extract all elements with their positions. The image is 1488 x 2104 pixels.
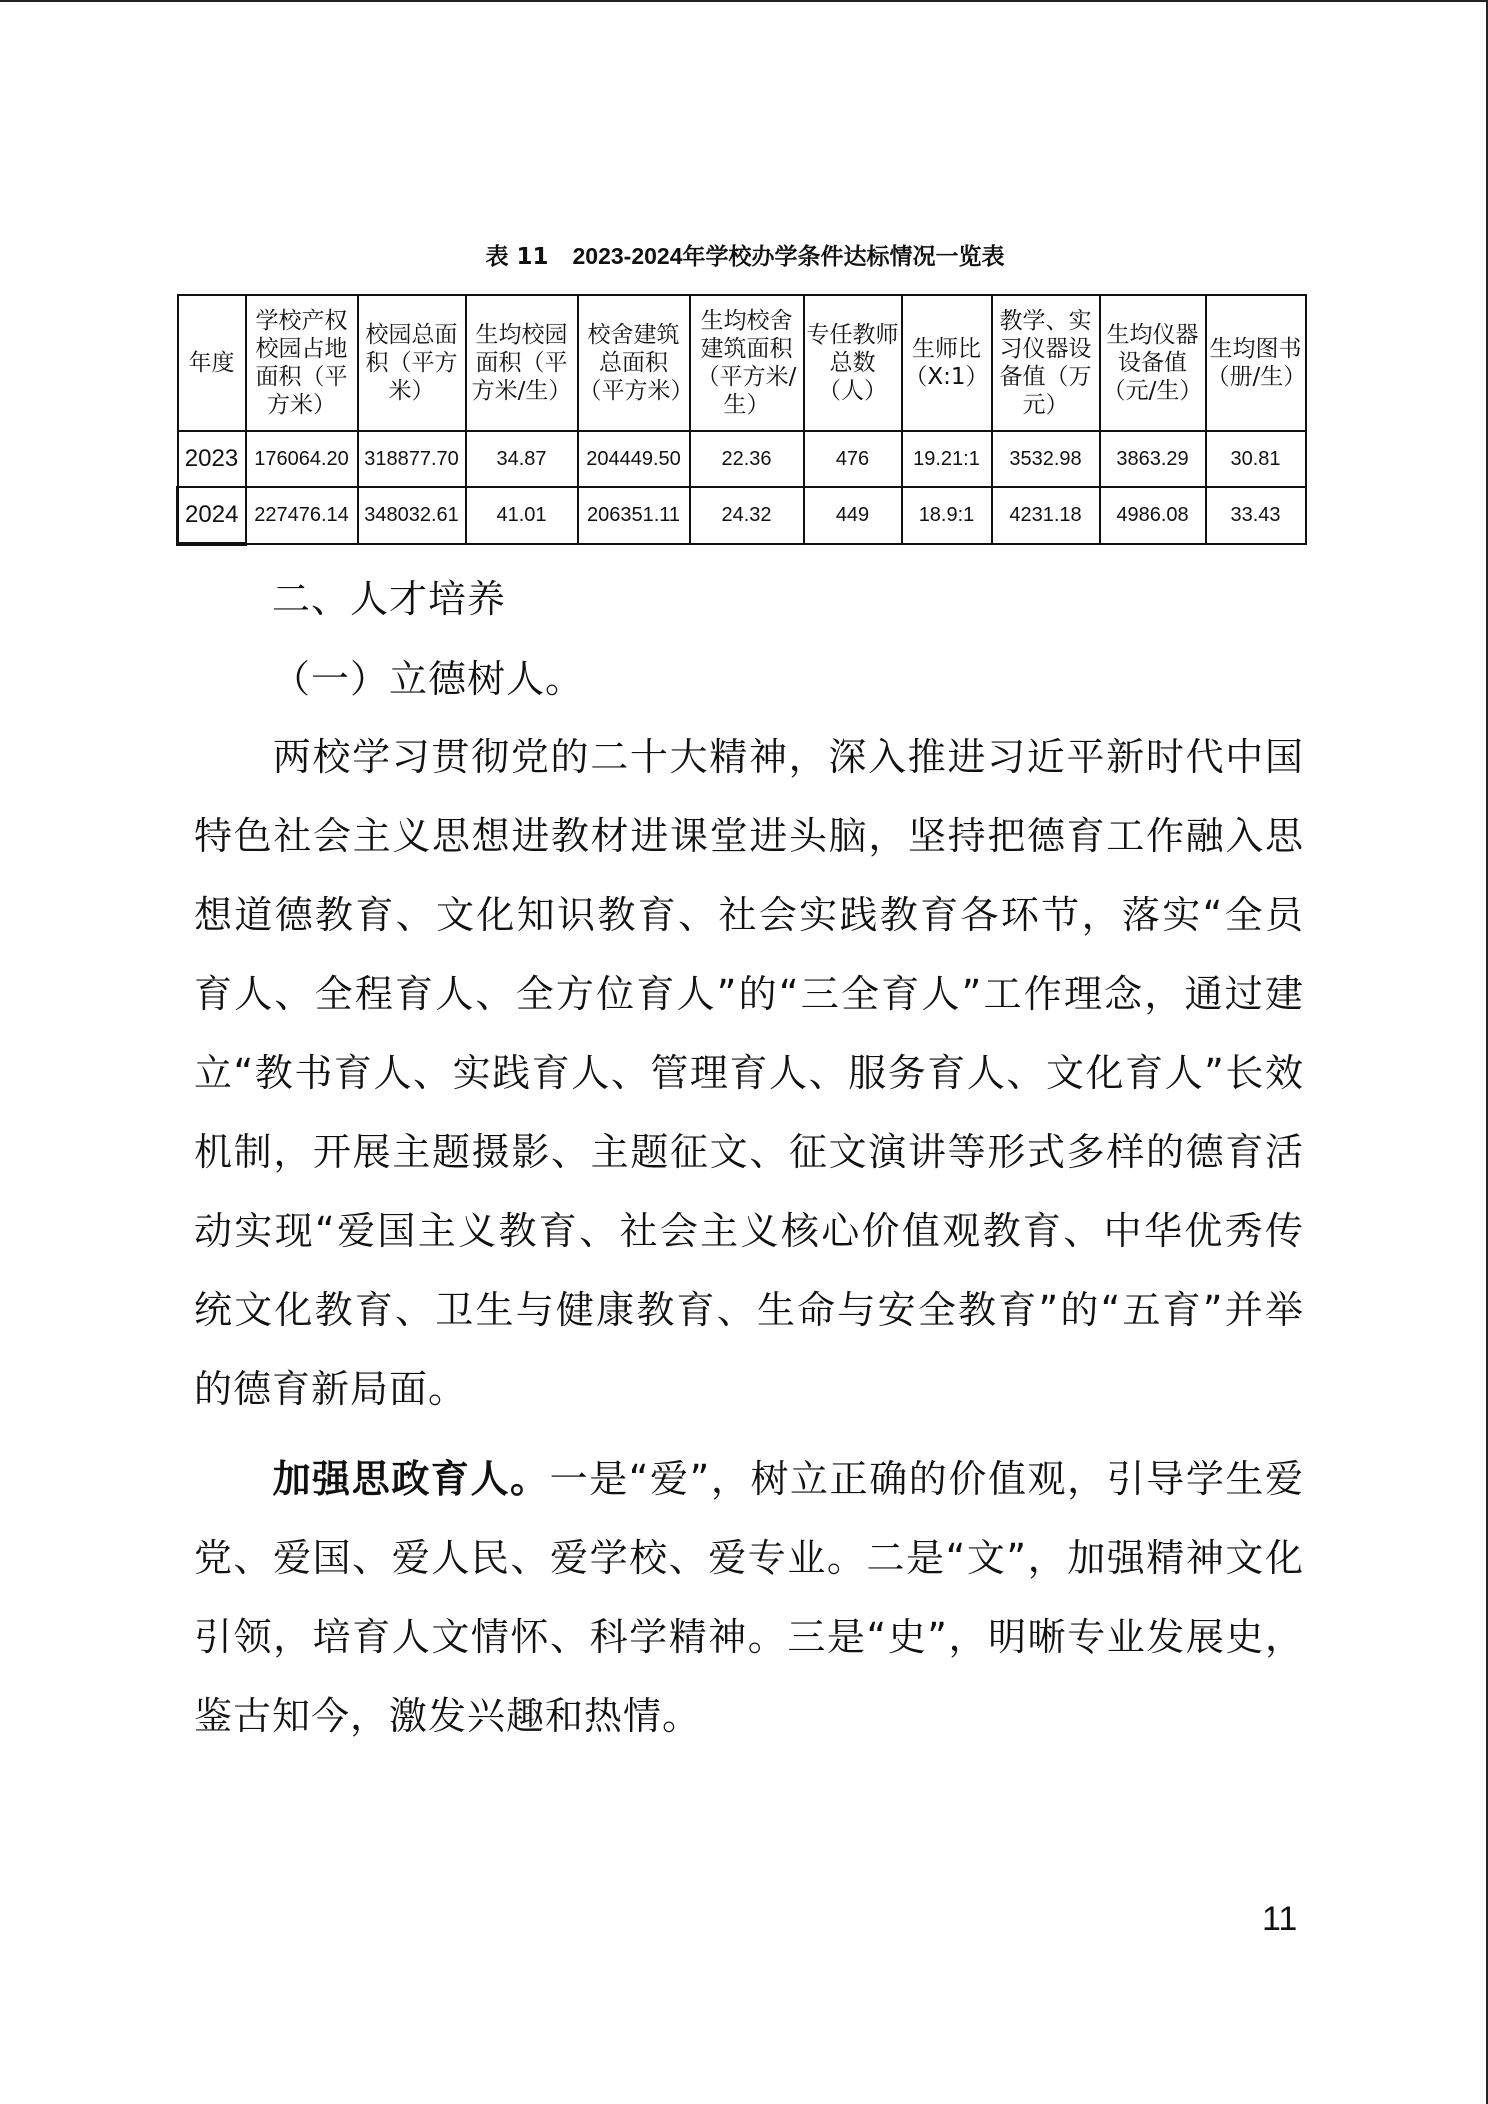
- subsection-heading: （一）立德树人。: [272, 657, 585, 701]
- header-cell: 校园总面积（平方米）: [358, 295, 466, 431]
- page-top-border: [0, 0, 1488, 2]
- table-cell: 34.87: [466, 431, 578, 487]
- table-cell: 348032.61: [358, 487, 466, 544]
- table-cell: 3532.98: [992, 431, 1100, 487]
- header-cell: 生均图书（册/生）: [1206, 295, 1306, 431]
- table-cell: 4231.18: [992, 487, 1100, 544]
- section-heading: 二、人才培养: [272, 577, 507, 621]
- table-cell: 18.9:1: [902, 487, 992, 544]
- table-cell: 30.81: [1206, 431, 1306, 487]
- header-cell: 年度: [178, 295, 246, 431]
- table-row: [178, 487, 1306, 544]
- table-cell: 33.43: [1206, 487, 1306, 544]
- table-cell: 204449.50: [578, 431, 690, 487]
- table-row: [178, 431, 1306, 487]
- header-cell: 教学、实习仪器设备值（万元）: [992, 295, 1100, 431]
- table-header-row: [178, 295, 1306, 431]
- header-cell: 校舍建筑总面积（平方米）: [578, 295, 690, 431]
- table-cell-year: 2023: [178, 431, 246, 487]
- page-number: 11: [1262, 1900, 1298, 1938]
- paragraph-2-lead: 加强思政育人。: [272, 1457, 550, 1501]
- paragraph-2-text: 一是“爱”，树立正确的价值观，引导学生爱党、爱国、爱人民、爱学校、爱专业。二是“文”，加强精神文化引领，培育人文情怀、科学精神。三是“史”，明晰专业发展史，鉴古知今，激发兴趣和热情。: [194, 1457, 1304, 1738]
- table-cell: 3863.29: [1100, 431, 1206, 487]
- header-cell: 生师比（X:1）: [902, 295, 992, 431]
- table-cell: 4986.08: [1100, 487, 1206, 544]
- table-cell: 22.36: [690, 431, 804, 487]
- table-cell: 449: [804, 487, 902, 544]
- paragraph-2: [194, 1440, 1304, 1756]
- header-cell: 生均校舍建筑面积（平方米/生）: [690, 295, 804, 431]
- paragraph-1: [194, 718, 1304, 1429]
- header-cell: 生均校园面积（平方米/生）: [466, 295, 578, 431]
- table-cell: 227476.14: [246, 487, 358, 544]
- table-title-text: 年学校办学条件达标情况一览表: [682, 244, 1005, 270]
- header-cell: 学校产权校园占地面积（平方米）: [246, 295, 358, 431]
- header-cell: 专任教师总数（人）: [804, 295, 902, 431]
- table-title-range: 2023-2024: [572, 243, 683, 269]
- table-title: [180, 238, 1310, 271]
- paragraph-1-text: 两校学习贯彻党的二十大精神，深入推进习近平新时代中国特色社会主义思想进教材进课堂进头脑，坚持把德育工作融入思想道德教育、文化知识教育、社会实践教育各环节，落实“全员育人、全程育人、全方位育人”的“三全育人”工作理念，通过建立“教书育人、实践育人、管理育人、服务育人、文化育人”长效机制，开展主题摄影、主题征文、征文演讲等形式多样的德育活动实现“爱国主义教育、社会主义核心价值观教育、中华优秀传统文化教育、卫生与健康教育、生命与安全教育”的“五育”并举的德育新局面。: [194, 735, 1304, 1411]
- table-cell: 24.32: [690, 487, 804, 544]
- conditions-table: [176, 294, 1307, 546]
- table-cell: 176064.20: [246, 431, 358, 487]
- table-cell: 476: [804, 431, 902, 487]
- table-cell: 41.01: [466, 487, 578, 544]
- table-cell-year: 2024: [178, 487, 246, 544]
- table-cell: 206351.11: [578, 487, 690, 544]
- table-cell: 19.21:1: [902, 431, 992, 487]
- table-cell: 318877.70: [358, 431, 466, 487]
- table-title-prefix: 表 11: [485, 244, 549, 270]
- header-cell: 生均仪器设备值（元/生）: [1100, 295, 1206, 431]
